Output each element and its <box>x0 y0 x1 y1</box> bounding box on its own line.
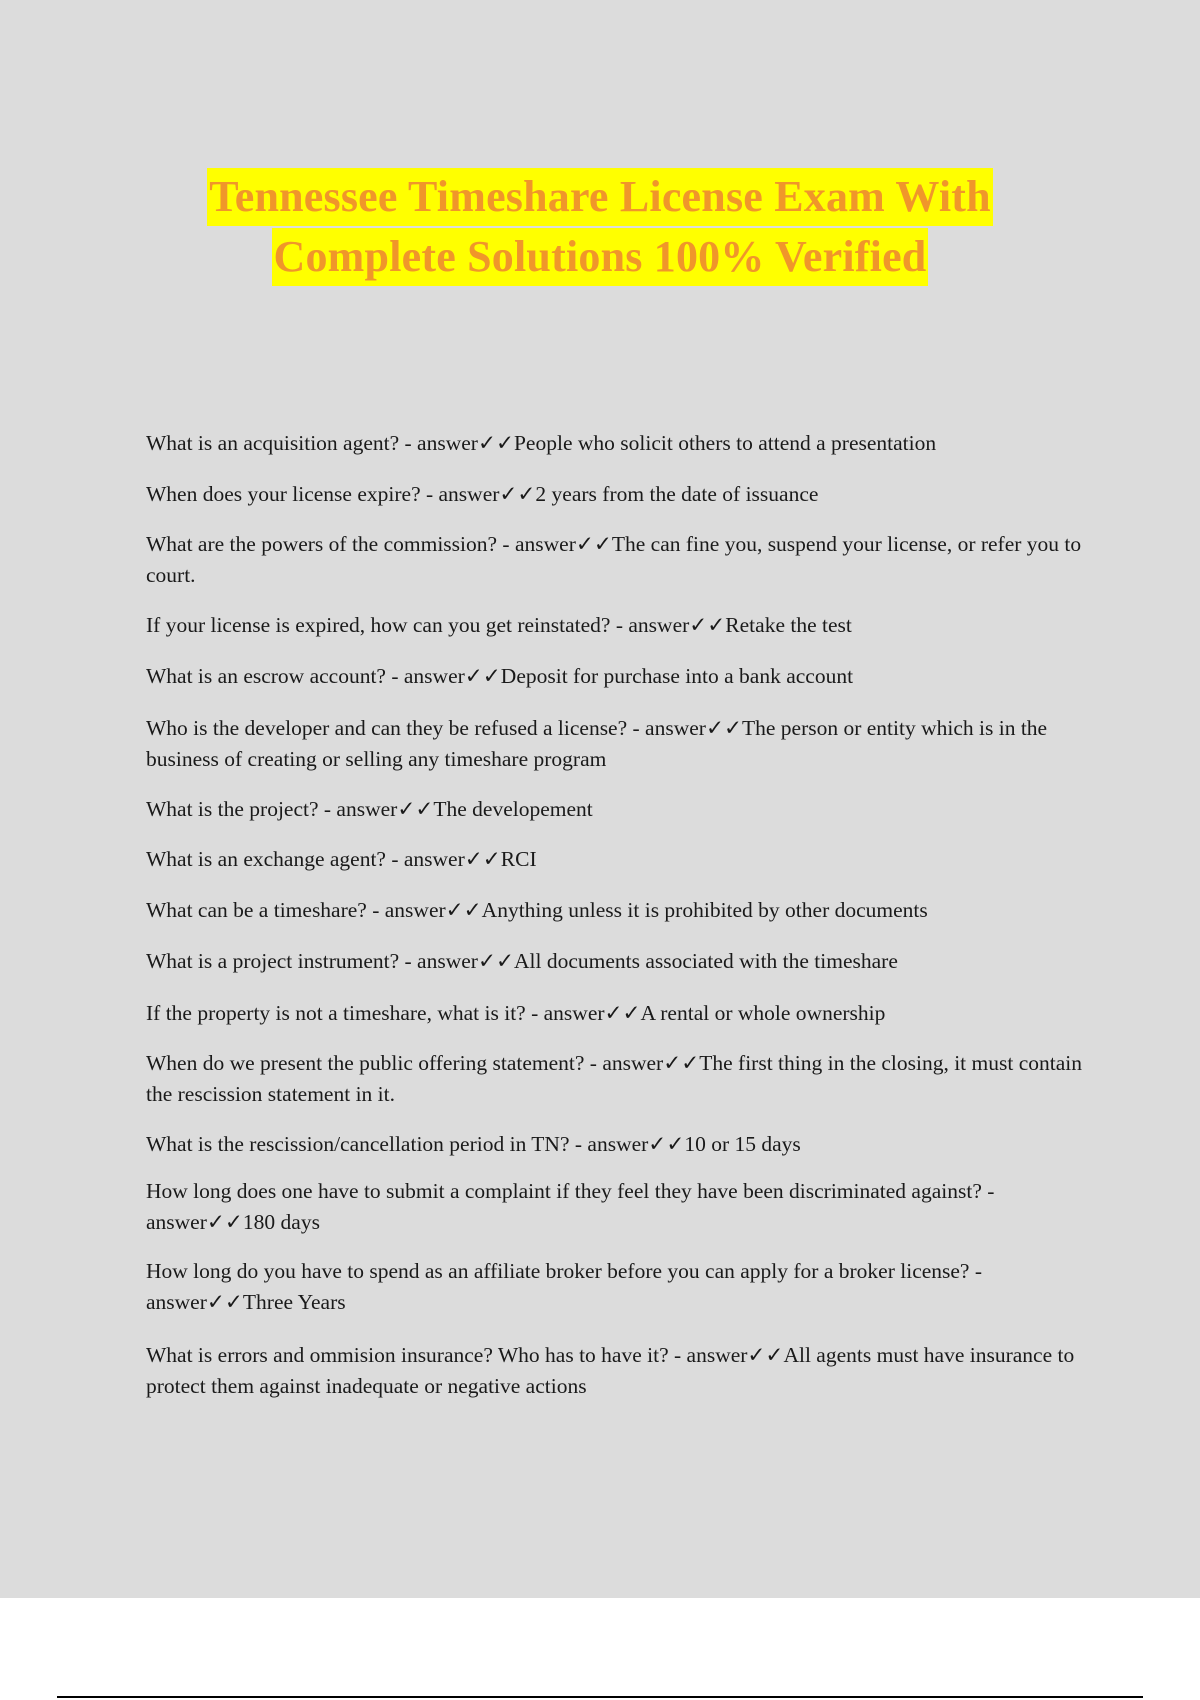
qa-item: What is an acquisition agent? - answer✓✓People who solicit others to attend a presentation <box>146 431 937 455</box>
qa-item: What is the project? - answer✓✓The developement <box>146 797 593 821</box>
qa-item: If your license is expired, how can you get reinstated? - answer✓✓Retake the test <box>146 613 852 637</box>
qa-item: What is an escrow account? - answer✓✓Deposit for purchase into a bank account <box>146 664 854 688</box>
qa-item: If the property is not a timeshare, what is it? - answer✓✓A rental or whole ownership <box>146 1001 886 1025</box>
footer-rule <box>57 1696 1143 1698</box>
qa-item: How long do you have to spend as an affiliate broker before you can apply for a broker license? - answer✓✓Three Years <box>146 1259 983 1314</box>
qa-item: What are the powers of the commission? - answer✓✓The can fine you, suspend your license, or refer you to court. <box>146 532 1082 587</box>
qa-item: When does your license expire? - answer✓✓2 years from the date of issuance <box>146 482 819 506</box>
title-line-1: Tennessee Timeshare License Exam With <box>207 168 993 226</box>
qa-item: What is an exchange agent? - answer✓✓RCI <box>146 847 537 871</box>
qa-item: What is errors and ommision insurance? Who has to have it? - answer✓✓All agents must have insurance to protect them against inadequate or negative actions <box>146 1343 1075 1398</box>
qa-item: What can be a timeshare? - answer✓✓Anything unless it is prohibited by other documents <box>146 898 928 922</box>
qa-item: How long does one have to submit a complaint if they feel they have been discriminated against? - answer✓✓180 days <box>146 1179 995 1234</box>
qa-item: Who is the developer and can they be refused a license? - answer✓✓The person or entity which is in the business of creating or selling any timeshare program <box>146 716 1048 771</box>
title-line-2: Complete Solutions 100% Verified <box>272 228 929 286</box>
qa-item: When do we present the public offering statement? - answer✓✓The first thing in the closing, it must contain the rescission statement in it. <box>146 1051 1083 1106</box>
qa-item: What is the rescission/cancellation period in TN? - answer✓✓10 or 15 days <box>146 1132 801 1156</box>
qa-list <box>146 428 1091 1406</box>
qa-item: What is a project instrument? - answer✓✓All documents associated with the timeshare <box>146 949 898 973</box>
document-title <box>0 168 1200 288</box>
